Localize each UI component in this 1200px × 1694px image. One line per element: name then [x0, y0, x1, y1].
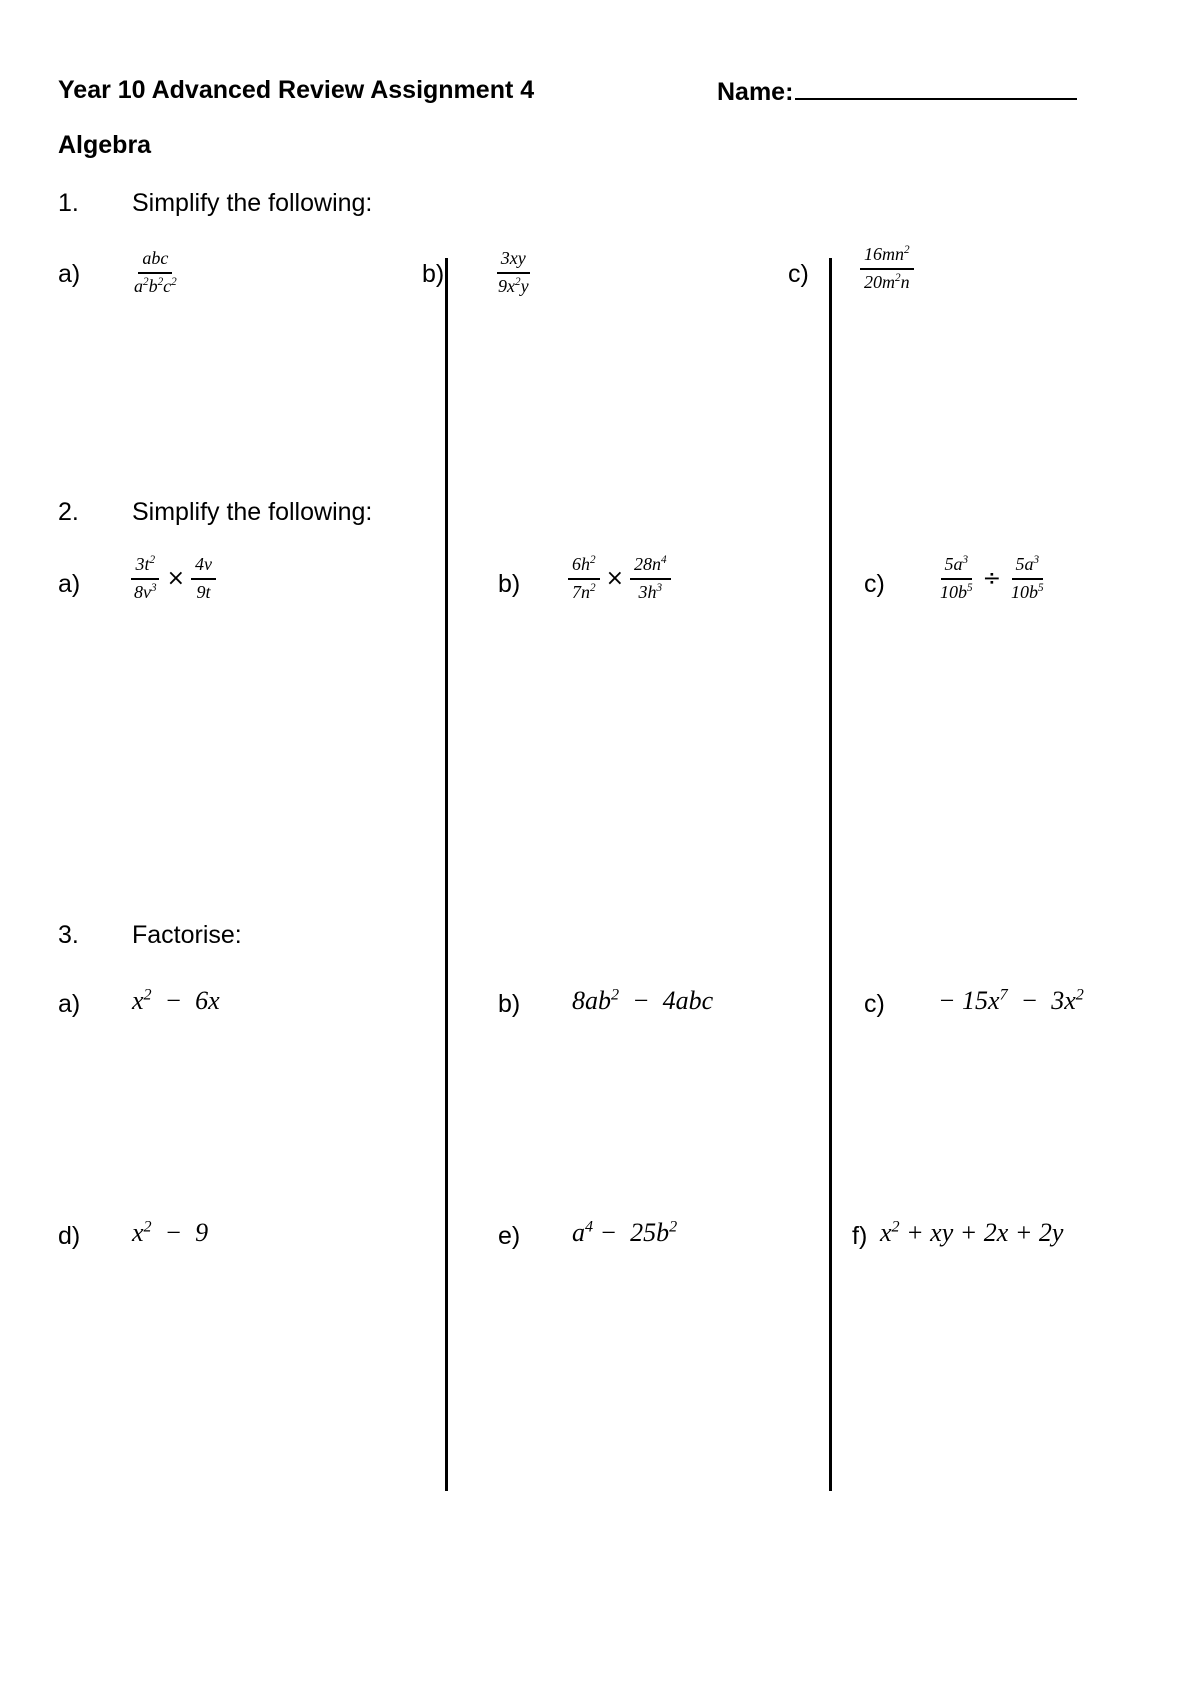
times-sign: ×	[166, 566, 186, 592]
name-underline[interactable]	[795, 76, 1077, 100]
q2-instruction: Simplify the following:	[132, 498, 373, 526]
q2-number: 2.	[58, 498, 79, 526]
fraction: $\frac{\text{abc}}{a^2b^2c^2}$	[134, 248, 177, 296]
q2b-label: b)	[498, 570, 521, 598]
column-divider-left	[445, 258, 448, 1491]
q3a-expression: $x^2 - 6x$	[132, 986, 220, 1015]
fraction: $\frac{16mn^2}{20m^2n}$	[860, 244, 914, 293]
q2b-expression	[568, 554, 671, 603]
q3e-expression: $a^4 - 25b^2$	[572, 1218, 678, 1247]
q1-instruction: Simplify the following:	[132, 189, 373, 217]
name-label: Name:	[717, 78, 794, 106]
q3c-label: c)	[864, 990, 885, 1018]
name-field[interactable]	[717, 76, 1077, 107]
q1-number: 1.	[58, 189, 79, 217]
fraction: $\frac{6h^2}{7n^2}$	[568, 554, 600, 603]
times-sign: ×	[605, 566, 625, 592]
q3f-expression: $x^2$ + xy + 2x + 2y	[880, 1218, 1064, 1247]
q3e-label: e)	[498, 1222, 521, 1250]
q1a-expression	[130, 248, 181, 297]
q2a-label: a)	[58, 570, 81, 598]
q3c-expression: − $15x^7 - 3x^2$	[938, 986, 1084, 1015]
q2c-label: c)	[864, 570, 885, 598]
q3-instruction: Factorise:	[132, 921, 242, 949]
fraction: $\frac{5a^3}{10b^5}$	[1011, 554, 1044, 602]
q1c-label: c)	[788, 260, 809, 288]
divide-sign: ÷	[982, 566, 1002, 592]
column-divider-right	[829, 258, 832, 1491]
q3-number: 3.	[58, 921, 79, 949]
assignment-title: Year 10 Advanced Review Assignment 4	[58, 76, 535, 104]
q3d-label: d)	[58, 1222, 81, 1250]
q1c-expression	[860, 244, 914, 293]
q3a-label: a)	[58, 990, 81, 1018]
q1b-label: b)	[422, 260, 445, 288]
section-heading: Algebra	[58, 131, 152, 159]
q3f-label: f)	[852, 1222, 868, 1250]
fraction: $\frac{3xy}{9x^2y}$	[498, 248, 529, 296]
fraction: $\frac{4v}{9t}$	[191, 554, 216, 603]
q2a-expression	[130, 554, 216, 603]
q3b-expression: $8ab^2 - 4abc$	[572, 986, 714, 1015]
fraction: $\frac{3t^2}{8v^3}$	[130, 554, 161, 603]
q3d-expression: $x^2 - 9$	[132, 1218, 209, 1247]
q2c-expression	[936, 554, 1048, 603]
q1b-expression	[494, 248, 533, 297]
q1a-label: a)	[58, 260, 81, 288]
fraction: $\frac{5a^3}{10b^5}$	[940, 554, 973, 602]
q3b-label: b)	[498, 990, 521, 1018]
fraction: $\frac{28n^4}{3h^3}$	[630, 554, 671, 603]
